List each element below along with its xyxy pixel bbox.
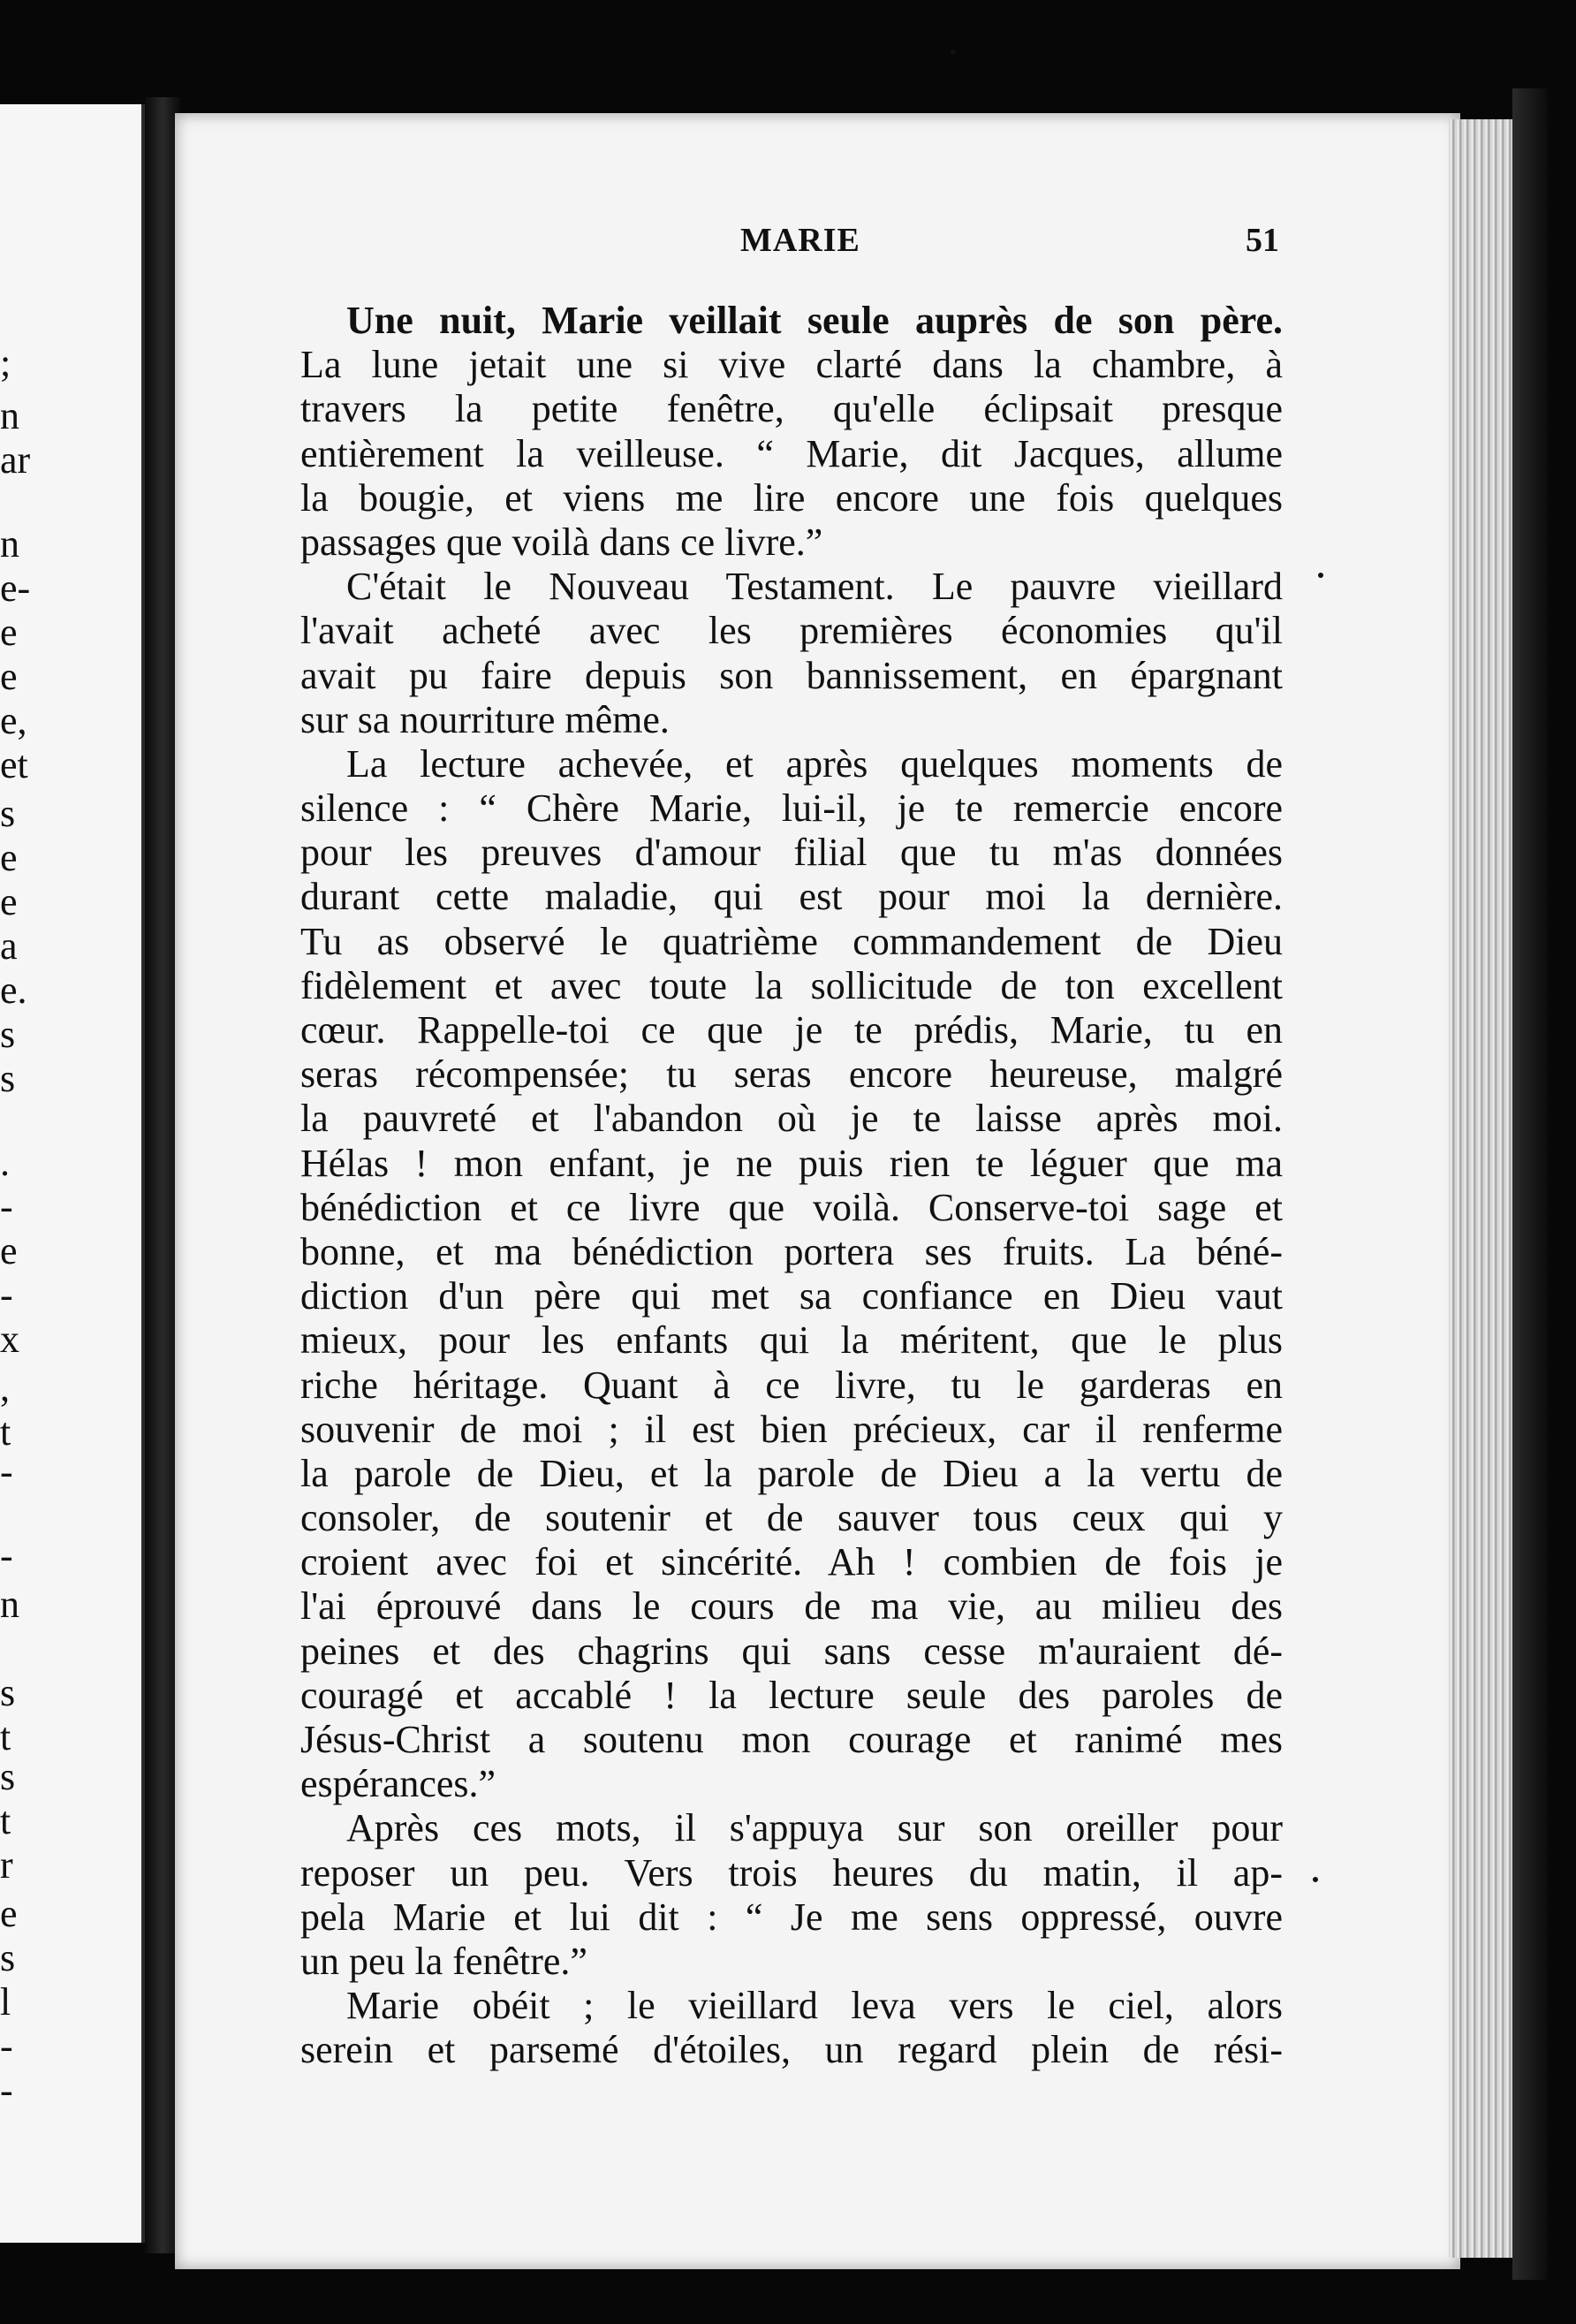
left-page-fragment: t [0,1410,11,1454]
left-page-fragment: et [0,743,28,786]
text-line: Marie obéit ; le vieillard leva vers le ciel, alors [346,1984,1283,2028]
text-line: fidèlement et avec toute la sollicitude de ton excellent [300,963,1283,1007]
left-page-fragment: e [0,655,18,698]
text-line: pela Marie et lui dit : “ Je me sens oppressé, ouvre [300,1895,1283,1939]
text-line: un peu la fenêtre.” [300,1939,587,1983]
text-line: pour les preuves d'amour filial que tu m'as données [300,831,1283,875]
left-page-fragment: r [0,1843,13,1887]
left-page-fragment: t [0,1799,11,1842]
text-line: l'avait acheté avec les premières économies qu'il [300,609,1283,653]
left-page-fragment: e, [0,699,27,742]
text-line: l'ai éprouvé dans le cours de ma vie, au milieu des [300,1584,1283,1629]
left-page-fragment: - [0,1185,13,1228]
text-line: silence : “ Chère Marie, lui-il, je te remercie encore [300,786,1283,831]
left-page-fragment: s [0,1671,16,1714]
left-page-fragment: n [0,394,19,437]
left-page-fragment: s [0,1057,16,1100]
text-line: La lune jetait une si vive clarté dans la chambre, à [300,343,1283,387]
left-page-edge [0,104,147,2243]
left-page-fragment: l [0,1980,11,2024]
text-line: la bougie, et viens me lire encore une fois quelques [300,475,1283,520]
left-page-fragment: s [0,1013,16,1056]
left-page-fragment: e [0,880,18,923]
book-cover-edge [1512,88,1548,2280]
scan-speck [1313,1877,1318,1882]
left-page-fragment: - [0,1450,13,1493]
left-page-fragment: . [0,1141,10,1184]
text-line: riche héritage. Quant à ce livre, tu le garderas en [300,1363,1283,1407]
text-line: Tu as observé le quatrième commandement de Dieu [300,919,1283,963]
text-line: reposer un peu. Vers trois heures du matin, il ap- [300,1850,1283,1895]
left-page-fragment: s [0,1936,16,1979]
text-line: C'était le Nouveau Testament. Le pauvre vieillard [346,565,1283,609]
text-line: passages que voilà dans ce livre.” [300,520,823,564]
text-line: travers la petite fenêtre, qu'elle éclipsait presque [300,387,1283,431]
text-line: consoler, de soutenir et de sauver tous ceux qui y [300,1496,1283,1540]
scan-speck [951,49,956,55]
left-page-fragment: n [0,522,19,566]
text-line: cœur. Rappelle-toi ce que je te prédis, Marie, tu en [300,1008,1283,1052]
text-line: mieux, pour les enfants qui la méritent, que le plus [300,1318,1283,1363]
text-line: sur sa nourriture même. [300,697,670,741]
left-page-fragment: x [0,1318,19,1361]
text-line: bénédiction et ce livre que voilà. Conserve-toi sage et [300,1185,1283,1229]
text-line: La lecture achevée, et après quelques moments de [346,741,1283,786]
left-page-fragment: - [0,1534,13,1577]
text-line: souvenir de moi ; il est bien précieux, car il renferme [300,1407,1283,1451]
text-line: Une nuit, Marie veillait seule auprès de son père. [346,299,1283,342]
text-line: espérances.” [300,1762,496,1806]
left-page-fragment: ; [0,341,11,384]
text-line: couragé et accablé ! la lecture seule des paroles de [300,1673,1283,1717]
text-line: serein et parsemé d'étoiles, un regard plein de rési- [300,2028,1283,2072]
text-line: entièrement la veilleuse. “ Marie, dit Jacques, allume [300,431,1283,475]
text-line: diction d'un père qui met sa confiance en Dieu vaut [300,1274,1283,1318]
text-line: Jésus-Christ a soutenu mon courage et ranimé mes [300,1718,1283,1761]
text-line: seras récompensée; tu seras encore heureuse, malgré [300,1052,1283,1097]
page-number: 51 [1246,222,1279,259]
running-head [307,221,1279,274]
left-page-fragment: s [0,792,16,835]
left-page-fragment: e [0,836,18,879]
text-line: peines et des chagrins qui sans cesse m'auraient dé- [300,1629,1283,1673]
text-line: croient avec foi et sincérité. Ah ! combien de fois je [300,1540,1283,1584]
left-page-fragment: a [0,924,18,968]
text-line: avait pu faire depuis son bannissement, en épargnant [300,653,1283,697]
running-title: MARIE [740,222,860,259]
left-page-fragment: - [0,2069,13,2112]
text-line: Hélas ! mon enfant, je ne puis rien te léguer que ma [300,1141,1283,1185]
left-page-fragment: - [0,1273,13,1317]
left-page-fragment: t [0,1715,11,1758]
text-line: Après ces mots, il s'appuya sur son oreiller pour [346,1806,1283,1850]
text-line: durant cette maladie, qui est pour moi la dernière. [300,875,1283,919]
scan-speck [1318,573,1323,578]
left-page-fragment: e [0,1229,18,1272]
left-page-fragment: e [0,1892,18,1935]
left-page-fragment: e. [0,968,27,1012]
body-text [300,299,1283,2073]
text-line: bonne, et ma bénédiction portera ses fruits. La béné- [300,1229,1283,1273]
left-page-fragment: - [0,2024,13,2068]
left-page-fragment: n [0,1583,19,1626]
text-line: la pauvreté et l'abandon où je te laisse après moi. [300,1097,1283,1141]
left-page-fragment: e- [0,566,31,610]
left-page-fragment: , [0,1366,10,1409]
left-page-fragment: ar [0,438,31,482]
left-page-fragment: e [0,611,18,654]
text-line: la parole de Dieu, et la parole de Dieu a la vertu de [300,1451,1283,1495]
left-page-fragment: s [0,1755,16,1798]
